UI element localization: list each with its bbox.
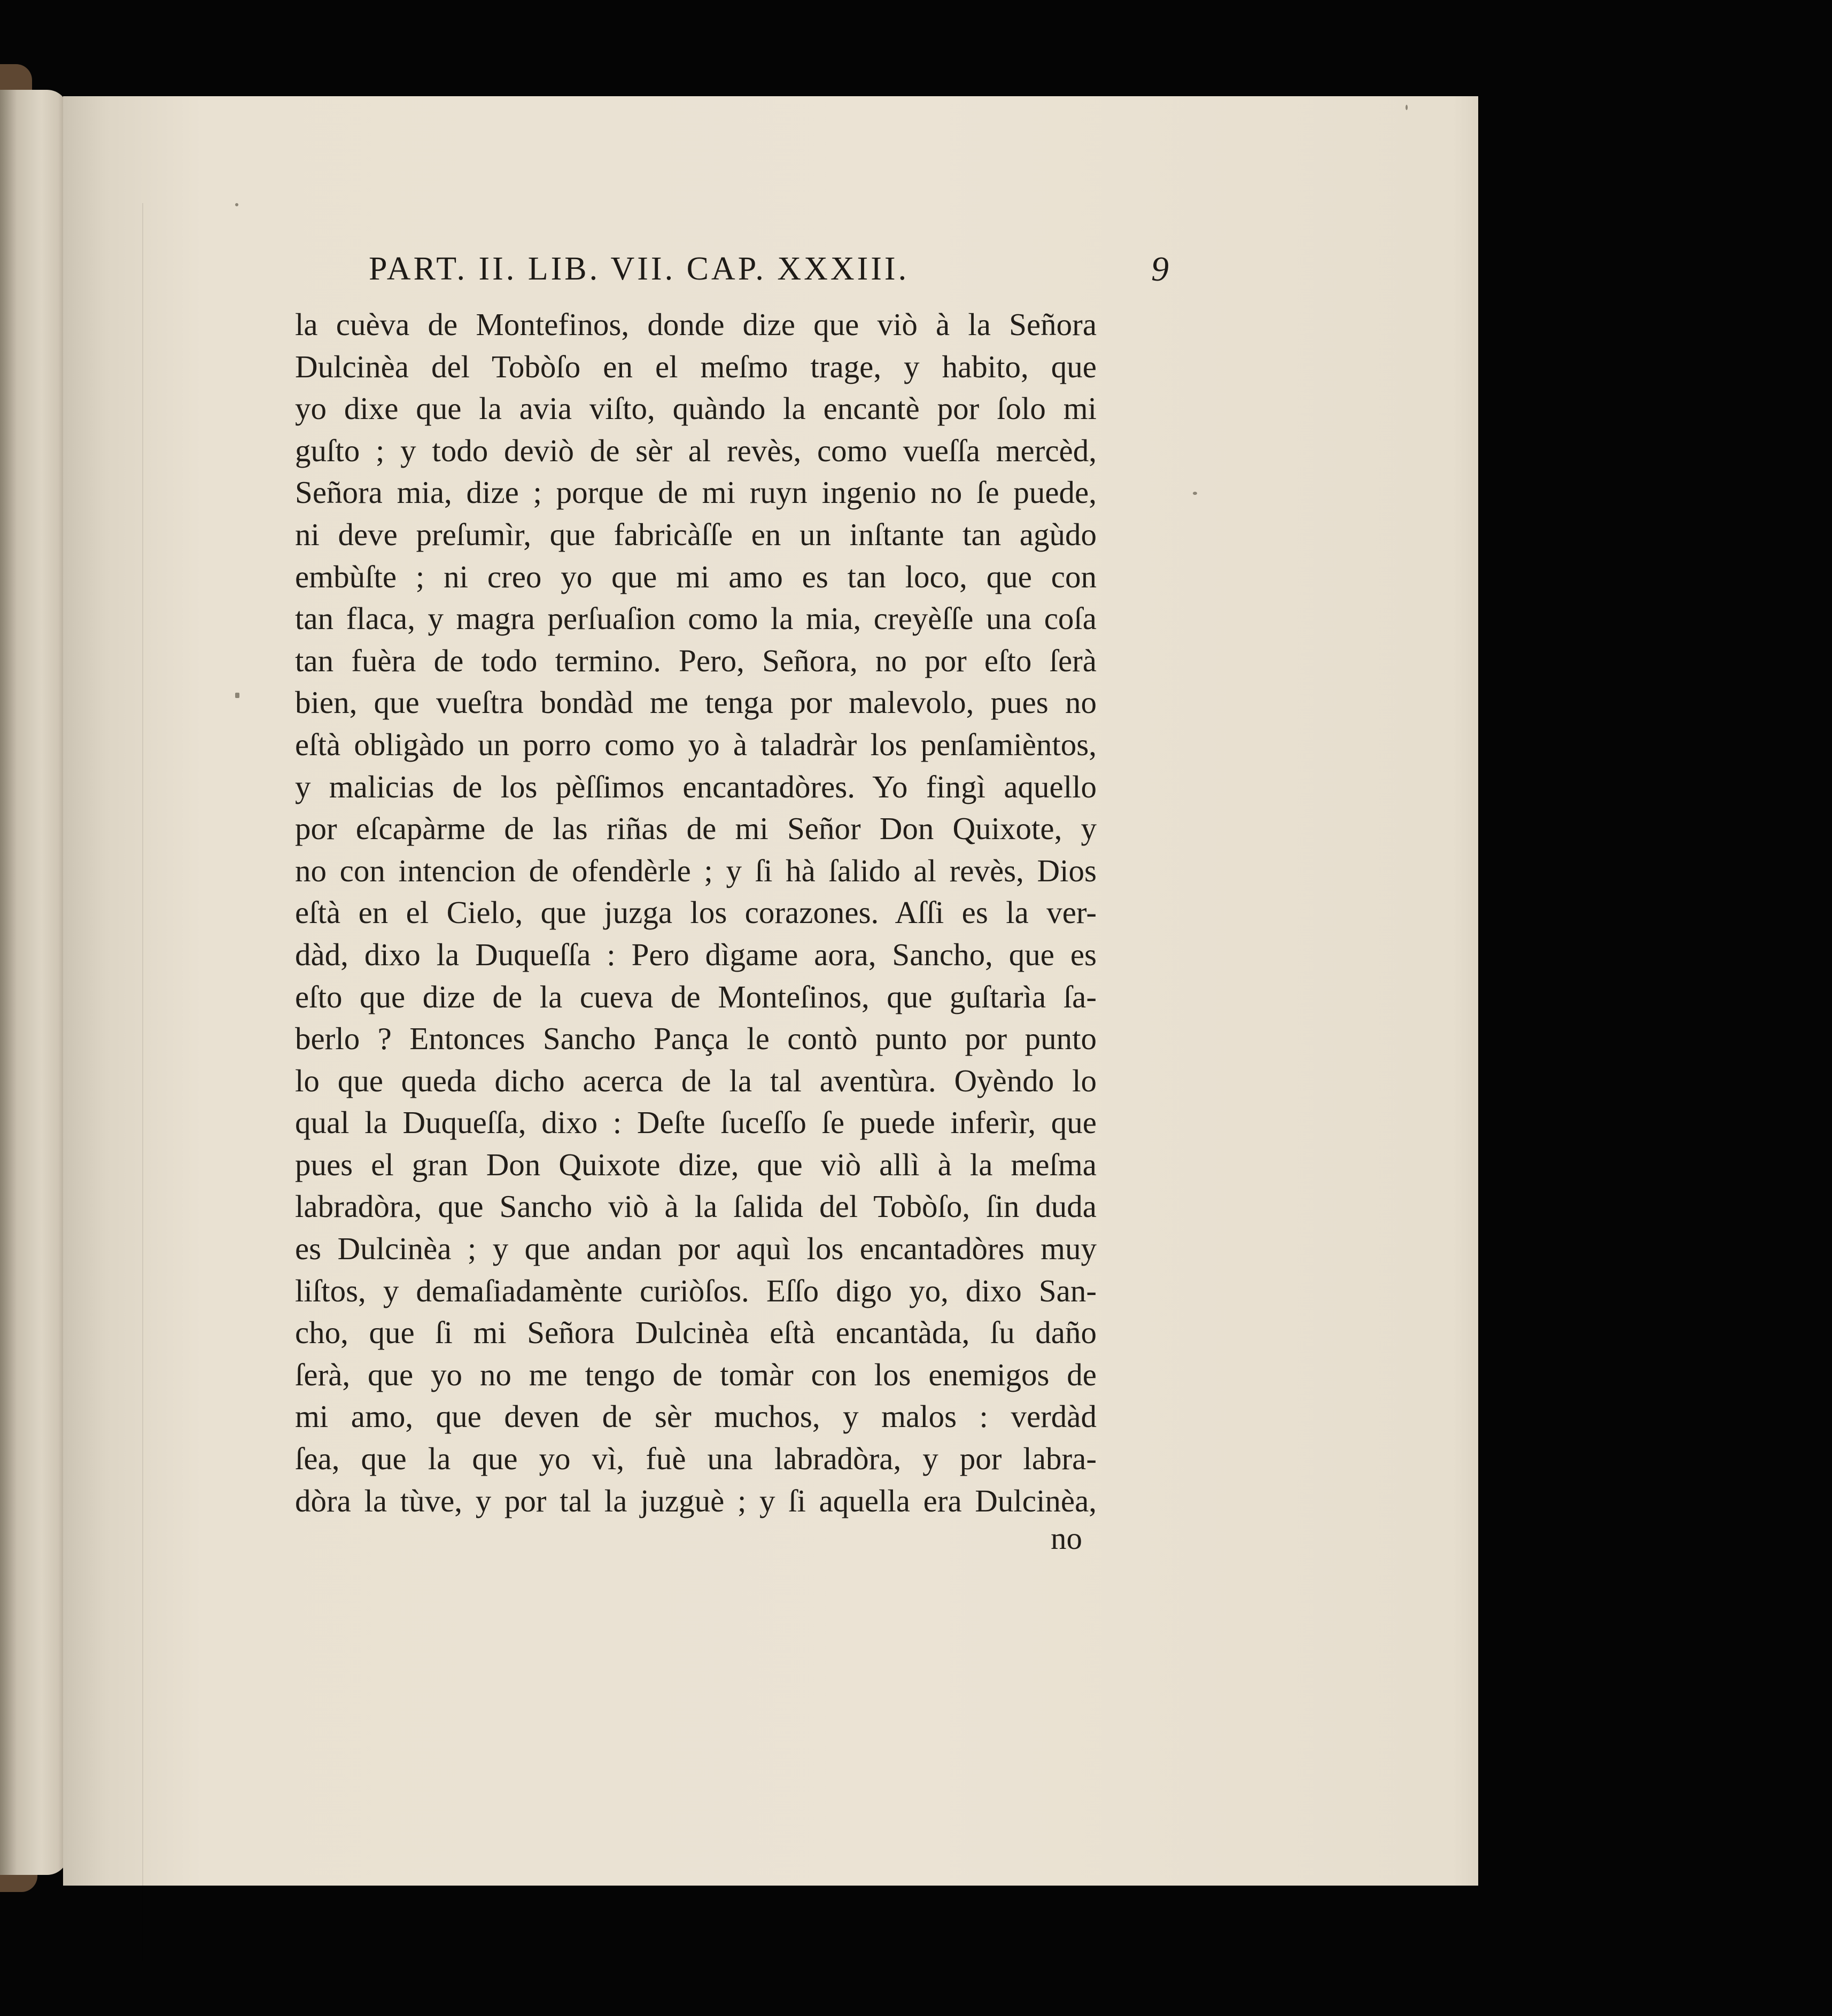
paper-speck (235, 693, 239, 698)
text-line: eſtà en el Cielo, que juzga los corazones. Aſſi es la ver- (295, 895, 1097, 931)
text-line: ni deve preſumìr, que fabricàſſe en un inſtante tan agùdo (295, 516, 1097, 552)
text-line: cho, que ſi mi Señora Dulcinèa eſtà encantàda, ſu daño (295, 1315, 1097, 1351)
text-line: por eſcapàrme de las riñas de mi Señor Don Quixote, y (295, 811, 1097, 847)
facing-page-edge (0, 90, 68, 1875)
text-line: y malicias de los pèſſimos encantadòres. Yo fingì aquello (295, 769, 1097, 804)
text-line: tan fuèra de todo termino. Pero, Señora, no por eſto ſerà (295, 642, 1097, 678)
running-head: PART. II. LIB. VII. CAP. XXXIII. (369, 251, 910, 287)
text-line: berlo ? Entonces Sancho Pança le contò punto por punto (295, 1021, 1097, 1057)
text-line: liſtos, y demaſiadamènte curiòſos. Eſſo digo yo, dixo San- (295, 1273, 1097, 1308)
text-line: no con intencion de ofendèrle ; y ſi hà ſalido al revès, Dios (295, 852, 1097, 888)
text-line: ſea, que la que yo vì, fuè una labradòra, y por labra- (295, 1441, 1097, 1477)
text-line: eſtà obligàdo un porro como yo à taladràr los penſamièntos, (295, 726, 1097, 762)
text-line: Dulcinèa del Tobòſo en el meſmo trage, y habito, que (295, 348, 1097, 384)
text-line: mi amo, que deven de sèr muchos, y malos : verdàd (295, 1399, 1097, 1435)
paper-speck (1406, 105, 1408, 110)
page-number: 9 (1151, 250, 1169, 289)
text-line: yo dixe que la avia viſto, quàndo la encantè por ſolo mi (295, 391, 1097, 427)
text-line: Señora mia, dize ; porque de mi ruyn ingenio no ſe puede, (295, 475, 1097, 510)
text-line: tan flaca, y magra perſuaſion como la mia, creyèſſe una coſa (295, 601, 1097, 637)
catchword: no (1051, 1521, 1082, 1556)
text-line: es Dulcinèa ; y que andan por aquì los encantadòres muy (295, 1231, 1097, 1267)
text-line: qual la Duqueſſa, dixo : Deſte ſuceſſo ſe puede inferìr, que (295, 1105, 1097, 1141)
text-line: labradòra, que Sancho viò à la ſalida del Tobòſo, ſin duda (295, 1189, 1097, 1224)
text-line: ſerà, que yo no me tengo de tomàr con los enemigos de (295, 1356, 1097, 1392)
text-line: dàd, dixo la Duqueſſa : Pero dìgame aora, Sancho, que es (295, 936, 1097, 972)
paper-speck (235, 203, 238, 206)
text-line: dòra la tùve, y por tal la juzguè ; y ſi aquella era Dulcinèa, (295, 1483, 1097, 1518)
gutter-shadow (142, 203, 143, 1961)
text-line: embùſte ; ni creo yo que mi amo es tan loco, que con (295, 559, 1097, 594)
text-line: guſto ; y todo deviò de sèr al revès, como vueſſa mercèd, (295, 432, 1097, 468)
text-line: eſto que dize de la cueva de Monteſinos, que guſtarìa ſa- (295, 979, 1097, 1014)
text-line: lo que queda dicho acerca de la tal aventùra. Oyèndo lo (295, 1063, 1097, 1098)
body-text (295, 304, 1097, 1522)
paper-speck (1193, 492, 1197, 495)
text-line: la cuèva de Montefinos, donde dize que viò à la Señora (295, 307, 1097, 342)
text-line: bien, que vueſtra bondàd me tenga por malevolo, pues no (295, 685, 1097, 720)
text-line: pues el gran Don Quixote dize, que viò allì à la meſma (295, 1146, 1097, 1182)
